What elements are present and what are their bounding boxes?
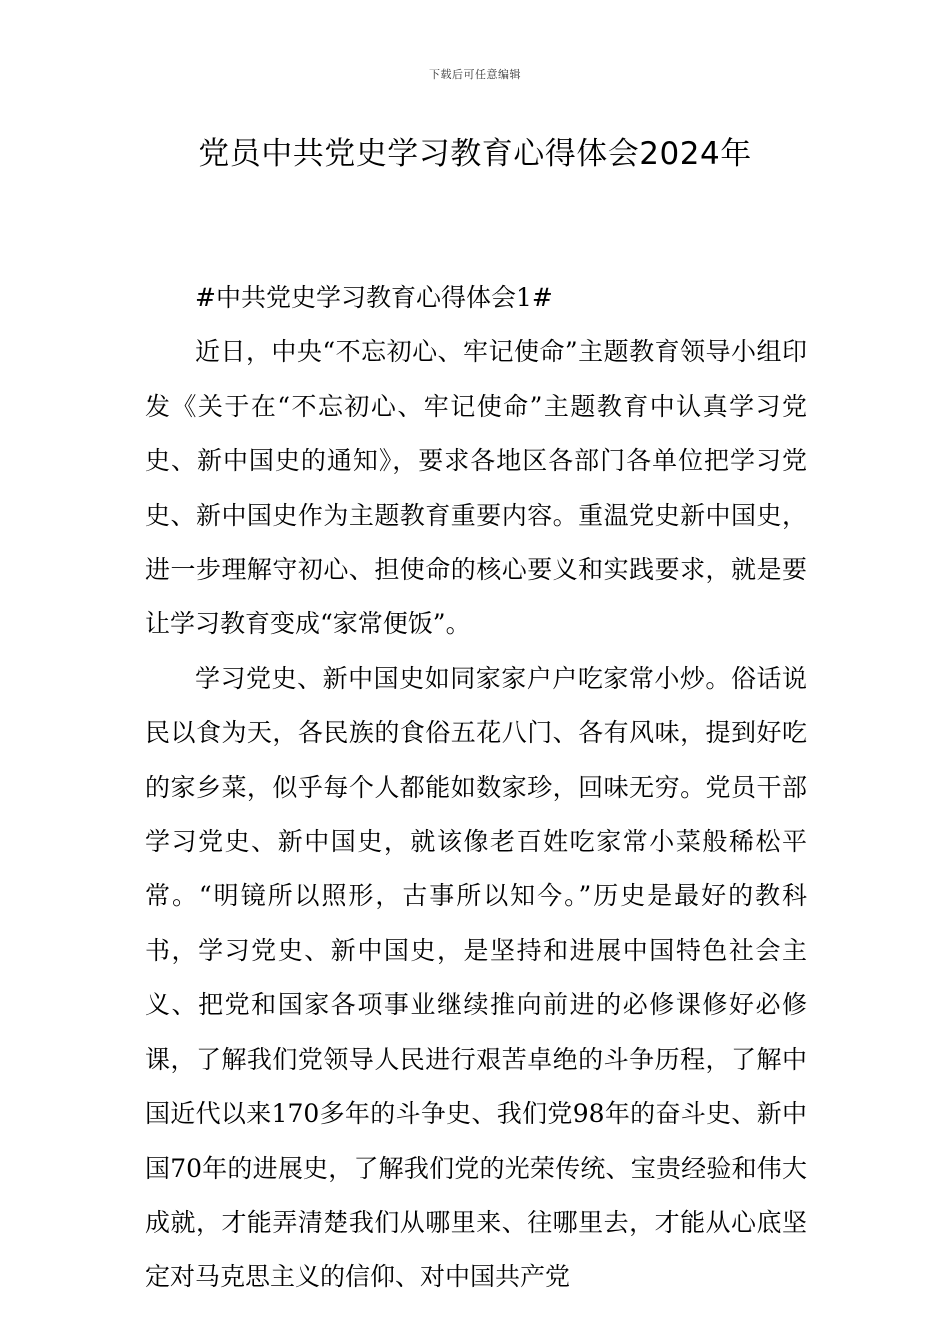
- header-note: 下载后可任意编辑: [429, 68, 521, 81]
- paragraph: 近日，中央“不忘初心、牢记使命”主题教育领导小组印发《关于在“不忘初心、牢记使命”主题教育中认真学习党史、新中国史的通知》，要求各地区各部门各单位把学习党史、新中国史作为主题教育重要内容。重温党史新中国史，进一步理解守初心、担使命的核心要义和实践要求，就是要让学习教育变成“家常便饭”。: [145, 337, 807, 639]
- document-body: [145, 271, 807, 1305]
- section-heading: #中共党史学习教育心得体会1#: [195, 283, 553, 312]
- paragraph: 学习党史、新中国史如同家家户户吃家常小炒。俗话说民以食为天，各民族的食俗五花八门、各有风味，提到好吃的家乡菜，似乎每个人都能如数家珍，回味无穷。党员干部学习党史、新中国史，就该像老百姓吃家常小菜般稀松平常。“明镜所以照形，古事所以知今。”历史是最好的教科书，学习党史、新中国史，是坚持和进展中国特色社会主义、把党和国家各项事业继续推向前进的必修课修好必修课，了解我们党领导人民进行艰苦卓绝的斗争历程，了解中国近代以来170多年的斗争史、我们党98年的奋斗史、新中国70年的进展史，了解我们党的光荣传统、宝贵经验和伟大成就，才能弄清楚我们从哪里来、往哪里去，才能从心底坚定对马克思主义的信仰、对中国共产党: [145, 663, 807, 1292]
- document-title: 党员中共党史学习教育心得体会2024年: [198, 136, 752, 172]
